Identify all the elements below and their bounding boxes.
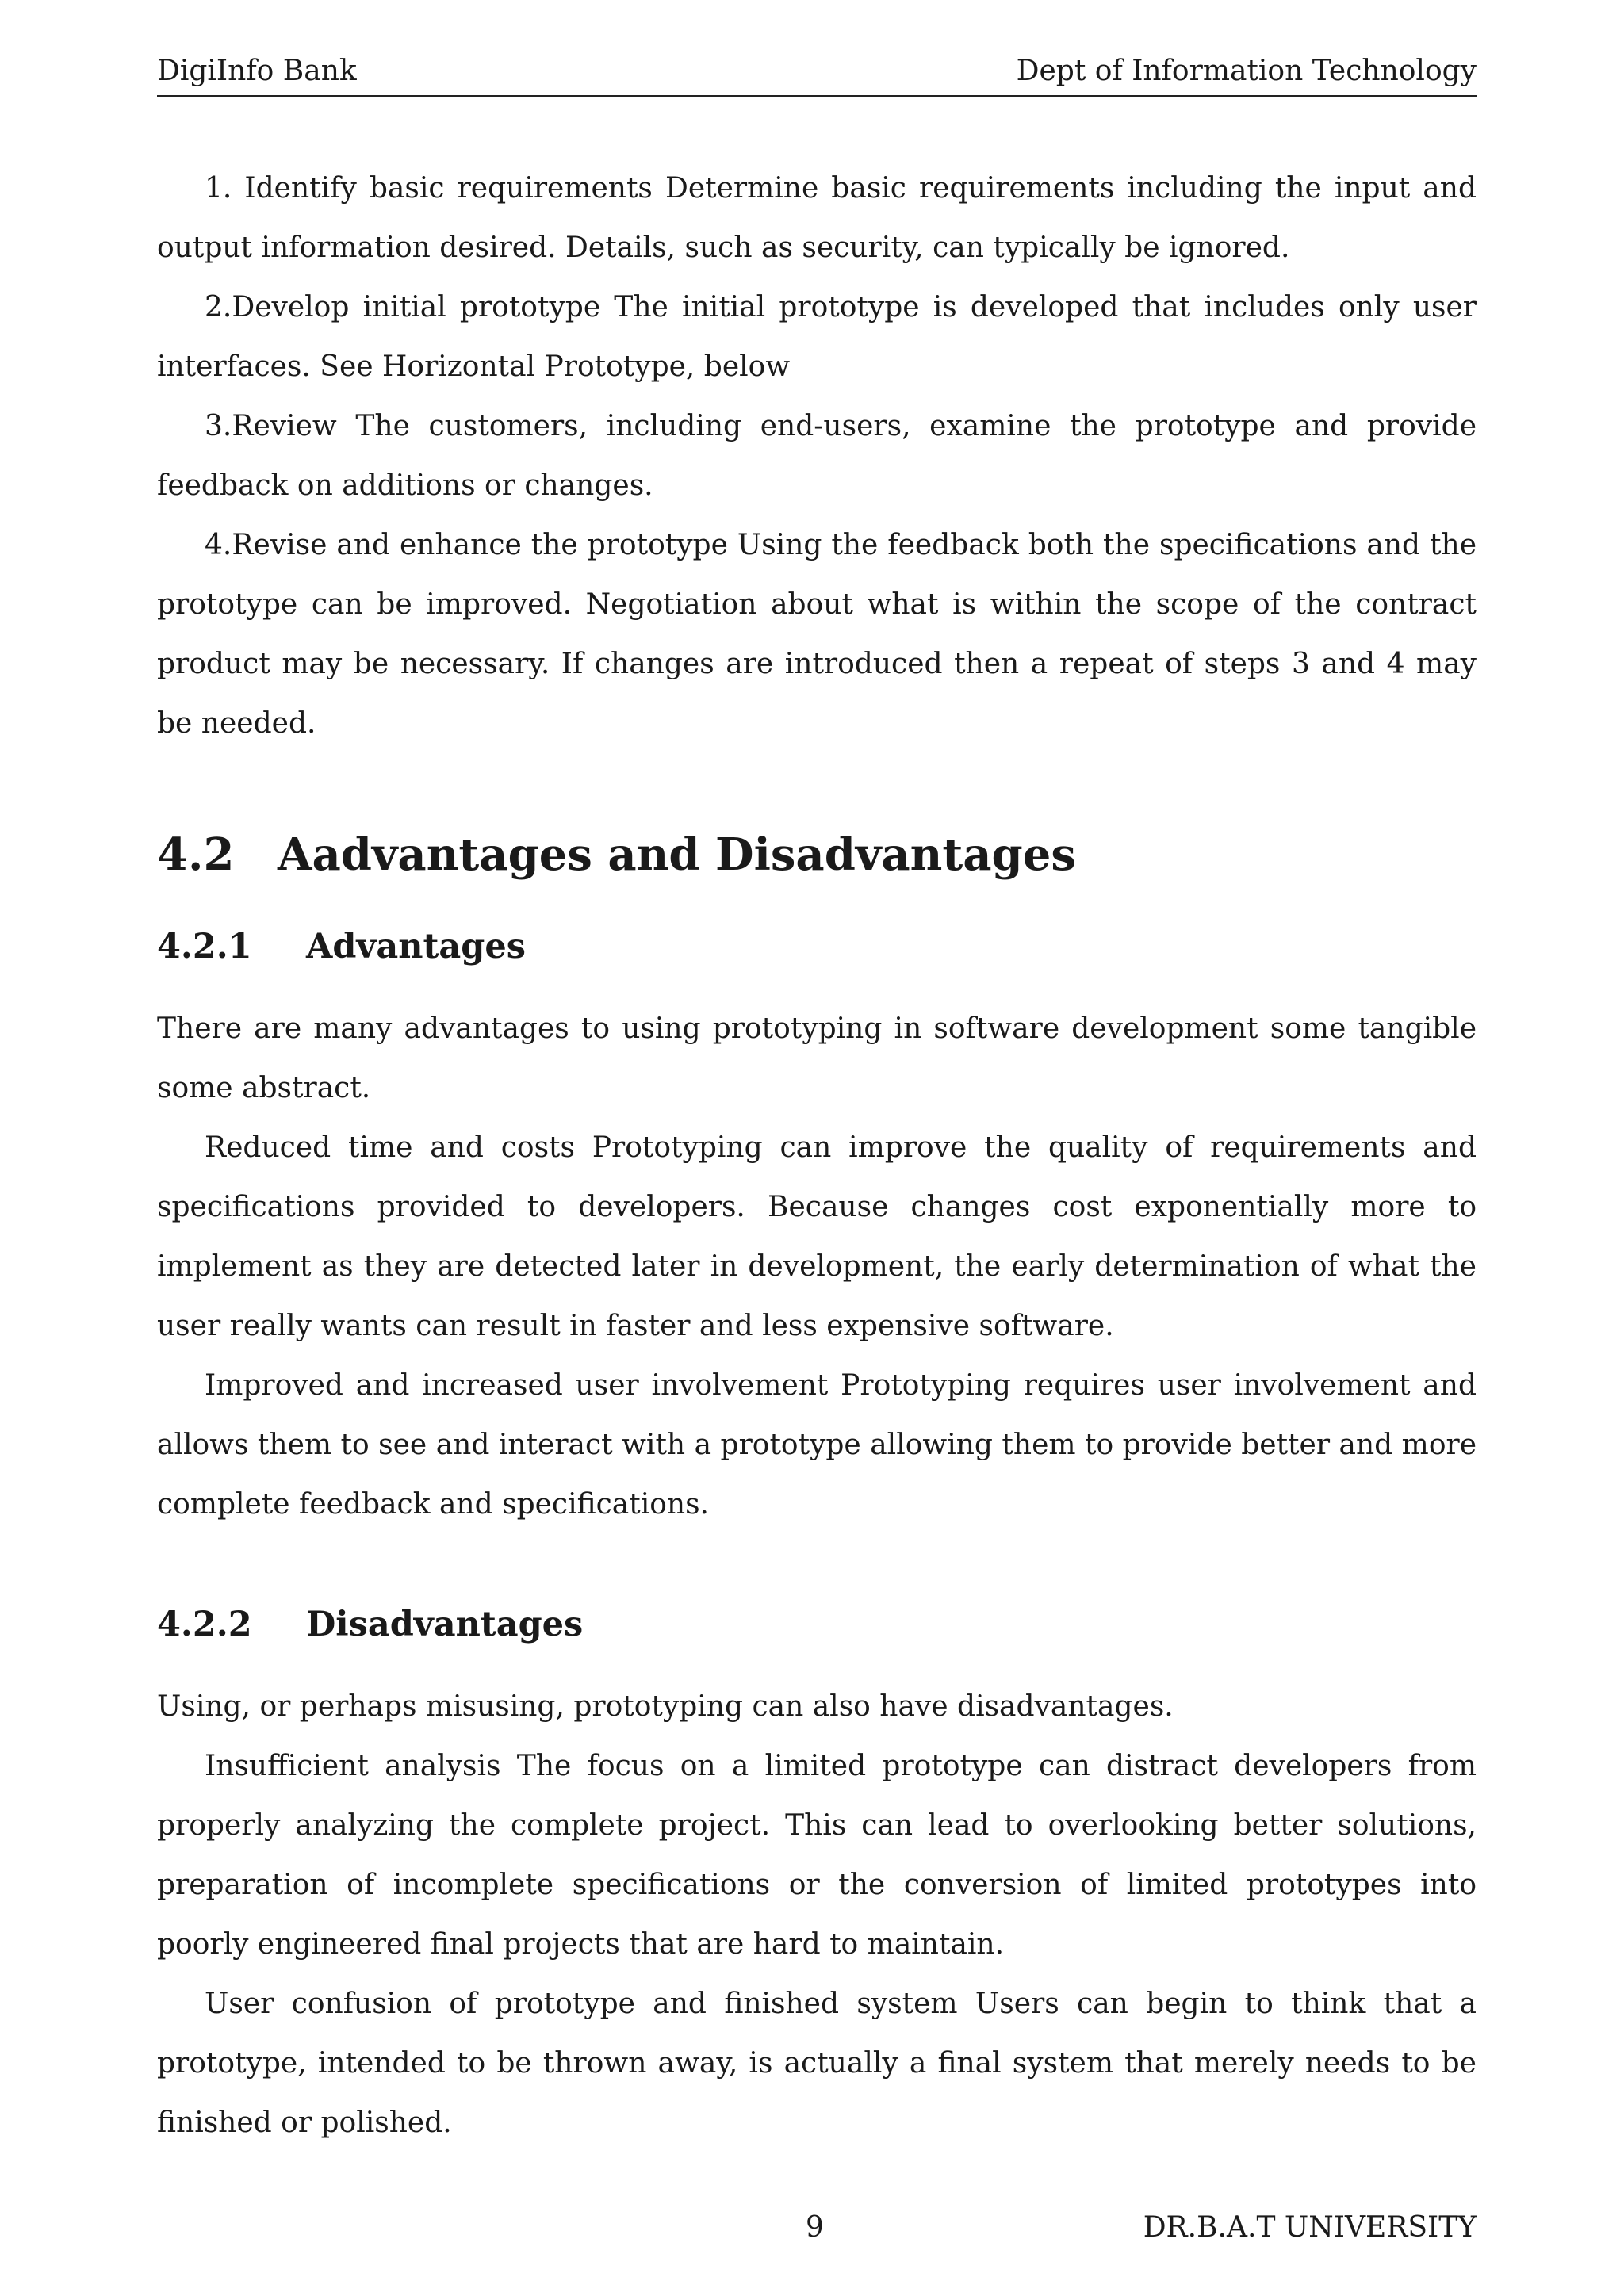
step-1-paragraph: 1. Identify basic requirements Determine basic requirements including the input and output information desired. Details, such as security, can typically be ignored. [157, 172, 1477, 264]
advantages-title: Advantages [306, 927, 526, 966]
disadvantages-number: 4.2.2 [157, 1605, 252, 1644]
advantages-paragraph: Reduced time and costs Prototyping can improve the quality of requirements and specifications provided to developers. Because changes cost exponentially more to implement as they are detected later in development, the early determination of what the user really wants can result in faster and less expensive software. [157, 1131, 1477, 1342]
advantages-heading [157, 921, 1477, 972]
disadvantages-paragraph: User confusion of prototype and finished system Users can begin to think that a prototype, intended to be thrown away, is actually a final system that merely needs to be finished or polished. [157, 1988, 1477, 2139]
page-header [157, 48, 1477, 97]
disadvantages-title: Disadvantages [306, 1605, 584, 1644]
footer-university: DR.B.A.T UNIVERSITY [1143, 2211, 1477, 2244]
header-bank-name: DigiInfo Bank [157, 55, 357, 87]
disadvantages-intro-paragraph: Using, or perhaps misusing, prototyping can also have disadvantages. [157, 1690, 1174, 1723]
section-heading [157, 823, 1477, 886]
disadvantages-heading [157, 1599, 1477, 1650]
page-content [157, 159, 1477, 2152]
page-number: 9 [806, 2211, 824, 2244]
advantages-number: 4.2.1 [157, 927, 252, 966]
advantages-paragraph: Improved and increased user involvement Prototyping requires user involvement and allows them to see and interact with a prototype allowing them to provide better and more complete feedback and specifications. [157, 1369, 1477, 1521]
step-3-paragraph: 3.Review The customers, including end-users, examine the prototype and provide feedback on additions or changes. [157, 410, 1477, 502]
step-2-paragraph: 2.Develop initial prototype The initial prototype is developed that includes only user interfaces. See Horizontal Prototype, below [157, 291, 1477, 383]
disadvantages-paragraph: Insufficient analysis The focus on a limited prototype can distract developers from properly analyzing the complete project. This can lead to overlooking better solutions, preparation of incomplete specifications or the conversion of limited prototypes into poorly engineered final projects that are hard to maintain. [157, 1750, 1477, 1961]
header-department: Dept of Information Technology [1016, 55, 1477, 87]
section-title: Aadvantages and Disadvantages [278, 828, 1076, 881]
section-number: 4.2 [157, 828, 235, 881]
advantages-intro-paragraph: There are many advantages to using prototyping in software development some tangible some abstract. [157, 1012, 1477, 1104]
step-4-paragraph: 4.Revise and enhance the prototype Using the feedback both the specifications and the prototype can be improved. Negotiation about what is within the scope of the contract product may be necessary. If changes are introduced then a repeat of steps 3 and 4 may be needed. [157, 529, 1477, 740]
